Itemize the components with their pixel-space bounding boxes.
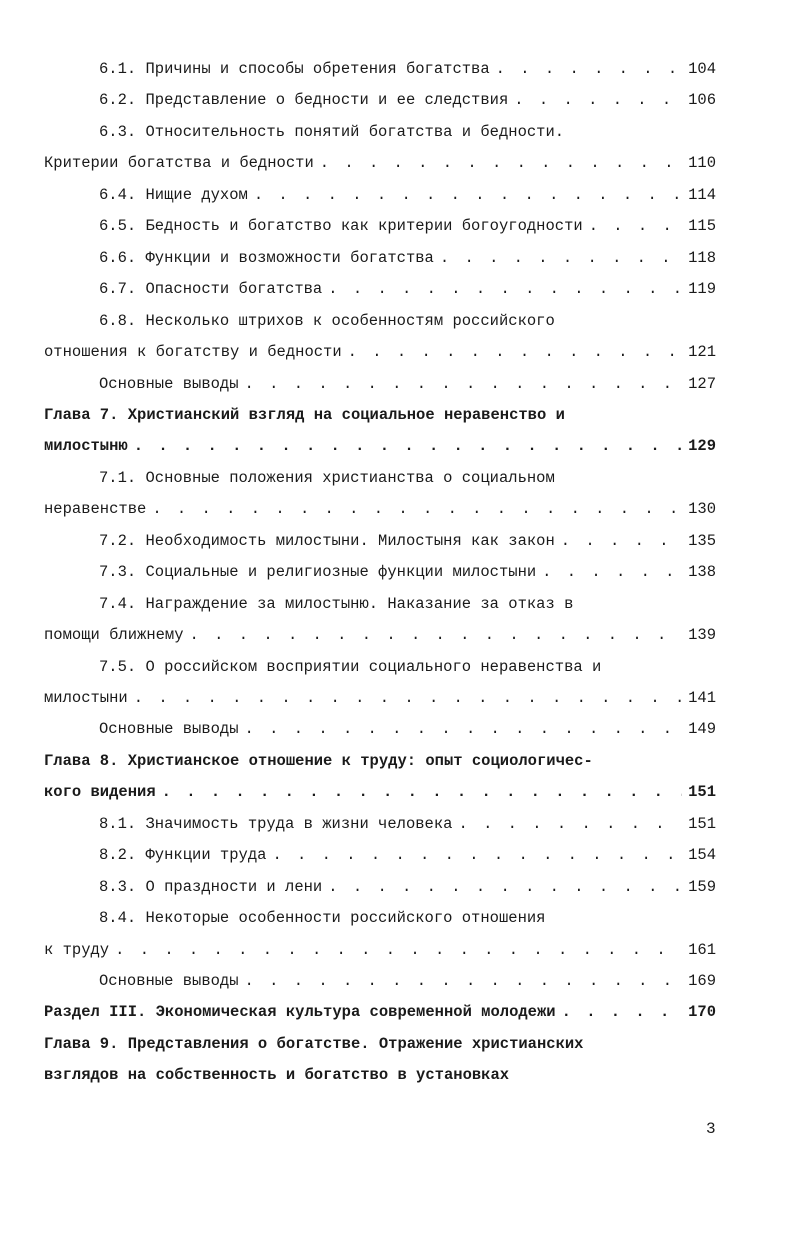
toc-page-number: 138 <box>688 563 716 581</box>
toc-text: 6.2. Представление о бедности и ее следствия <box>99 91 509 109</box>
toc-page-number: 106 <box>688 91 716 109</box>
toc-page-number: 115 <box>688 217 716 235</box>
toc-text: Основные выводы <box>99 720 239 738</box>
toc-page-number: 129 <box>688 437 716 455</box>
toc-text: к труду <box>44 941 110 959</box>
toc-text: 6.6. Функции и возможности богатства <box>99 249 434 267</box>
toc-line <box>99 312 716 340</box>
toc-text: Основные выводы <box>99 972 239 990</box>
toc-text: 6.8. Несколько штрихов к особенностям российского <box>99 312 555 330</box>
toc-chapter-line <box>44 406 716 434</box>
toc-line <box>99 909 716 937</box>
toc-text: 6.3. Относительность понятий богатства и бедности. <box>99 123 565 141</box>
toc-text: 6.1. Причины и способы обретения богатства <box>99 60 490 78</box>
toc-page-number: 154 <box>688 846 716 864</box>
toc-text: неравенстве <box>44 500 147 518</box>
dot-leader <box>245 375 683 393</box>
toc-text: Глава 9. Представления о богатстве. Отражение христианских <box>44 1035 584 1053</box>
toc-line <box>99 563 716 591</box>
toc-text: Критерии богатства и бедности <box>44 154 314 172</box>
toc-text: Основные выводы <box>99 375 239 393</box>
toc-text: отношения к богатству и бедности <box>44 343 342 361</box>
toc-chapter-line <box>44 1035 716 1063</box>
dot-leader <box>496 60 682 78</box>
toc-page-number: 110 <box>688 154 716 172</box>
toc-line <box>99 972 716 1000</box>
toc-line <box>99 469 716 497</box>
toc-section-line <box>44 1003 716 1031</box>
toc-page-number: 141 <box>688 689 716 707</box>
toc-text: милостыни <box>44 689 128 707</box>
toc-line <box>44 343 716 371</box>
page-number: 3 <box>706 1120 716 1138</box>
toc-line <box>44 500 716 528</box>
toc-page-number: 118 <box>688 249 716 267</box>
toc-text: 6.7. Опасности богатства <box>99 280 323 298</box>
toc-text: 7.4. Награждение за милостыню. Наказание за отказ в <box>99 595 574 613</box>
toc-page-number: 135 <box>688 532 716 550</box>
dot-leader <box>134 437 682 455</box>
toc-line <box>99 186 716 214</box>
dot-leader <box>328 878 682 896</box>
toc-page-number: 114 <box>688 186 716 204</box>
toc-line <box>99 595 716 623</box>
toc-line <box>99 846 716 874</box>
toc-line <box>99 375 716 403</box>
dot-leader <box>162 783 682 801</box>
toc-text: 7.3. Социальные и религиозные функции милостыни <box>99 563 537 581</box>
toc-line <box>99 60 716 88</box>
dot-leader <box>561 532 682 550</box>
toc-text: 8.2. Функции труда <box>99 846 267 864</box>
toc-page-number: 161 <box>688 941 716 959</box>
toc-text: 7.1. Основные положения христианства о социальном <box>99 469 555 487</box>
dot-leader <box>320 154 682 172</box>
toc-line <box>99 815 716 843</box>
toc-page-number: 151 <box>688 815 716 833</box>
toc-line <box>44 941 716 969</box>
toc-text: 7.2. Необходимость милостыни. Милостыня как закон <box>99 532 555 550</box>
toc-page-number: 159 <box>688 878 716 896</box>
toc-text: 8.1. Значимость труда в жизни человека <box>99 815 453 833</box>
toc-text: кого видения <box>44 783 156 801</box>
dot-leader <box>328 280 682 298</box>
toc-text: 8.4. Некоторые особенности российского отношения <box>99 909 546 927</box>
toc-chapter-line <box>44 783 716 811</box>
toc-line <box>99 123 716 151</box>
toc-page-number: 119 <box>688 280 716 298</box>
toc-page-number: 151 <box>688 783 716 801</box>
toc-text: Раздел III. Экономическая культура современной молодежи <box>44 1003 556 1021</box>
toc-page-number: 139 <box>688 626 716 644</box>
dot-leader <box>562 1003 683 1021</box>
toc-line <box>99 532 716 560</box>
toc-line <box>44 689 716 717</box>
toc-text: милостыню <box>44 437 128 455</box>
dot-leader <box>542 563 682 581</box>
toc-line <box>44 626 716 654</box>
toc-line <box>99 720 716 748</box>
dot-leader <box>254 186 682 204</box>
toc-line <box>99 878 716 906</box>
toc-page-number: 104 <box>688 60 716 78</box>
toc-line <box>99 658 716 686</box>
dot-leader <box>589 217 682 235</box>
toc-page-number: 170 <box>688 1003 716 1021</box>
toc-line <box>44 154 716 182</box>
toc-line <box>99 91 716 119</box>
toc-page-number: 130 <box>688 500 716 518</box>
toc-chapter-line <box>44 1066 716 1094</box>
dot-leader <box>245 972 683 990</box>
toc-line <box>99 280 716 308</box>
toc-page-number: 121 <box>688 343 716 361</box>
toc-chapter-line <box>44 752 716 780</box>
toc-page-number: 169 <box>688 972 716 990</box>
dot-leader <box>514 91 682 109</box>
toc-text: Глава 8. Христианское отношение к труду: опыт социологичес- <box>44 752 593 770</box>
toc-text: 6.4. Нищие духом <box>99 186 248 204</box>
toc-page-number: 149 <box>688 720 716 738</box>
toc-text: 8.3. О праздности и лени <box>99 878 323 896</box>
dot-leader <box>190 626 683 644</box>
dot-leader <box>245 720 683 738</box>
toc-text: взглядов на собственность и богатство в установках <box>44 1066 510 1084</box>
toc-text: Глава 7. Христианский взгляд на социальное неравенство и <box>44 406 565 424</box>
dot-leader <box>272 846 682 864</box>
dot-leader <box>440 249 682 267</box>
dot-leader <box>134 689 682 707</box>
toc-line <box>99 217 716 245</box>
toc-chapter-line <box>44 437 716 465</box>
dot-leader <box>115 941 682 959</box>
toc-text: 6.5. Бедность и богатство как критерии богоугодности <box>99 217 583 235</box>
dot-leader <box>458 815 682 833</box>
dot-leader <box>152 500 682 518</box>
toc-line <box>99 249 716 277</box>
dot-leader <box>348 343 682 361</box>
toc-page-number: 127 <box>688 375 716 393</box>
toc-text: 7.5. О российском восприятии социального неравенства и <box>99 658 602 676</box>
toc-text: помощи ближнему <box>44 626 184 644</box>
